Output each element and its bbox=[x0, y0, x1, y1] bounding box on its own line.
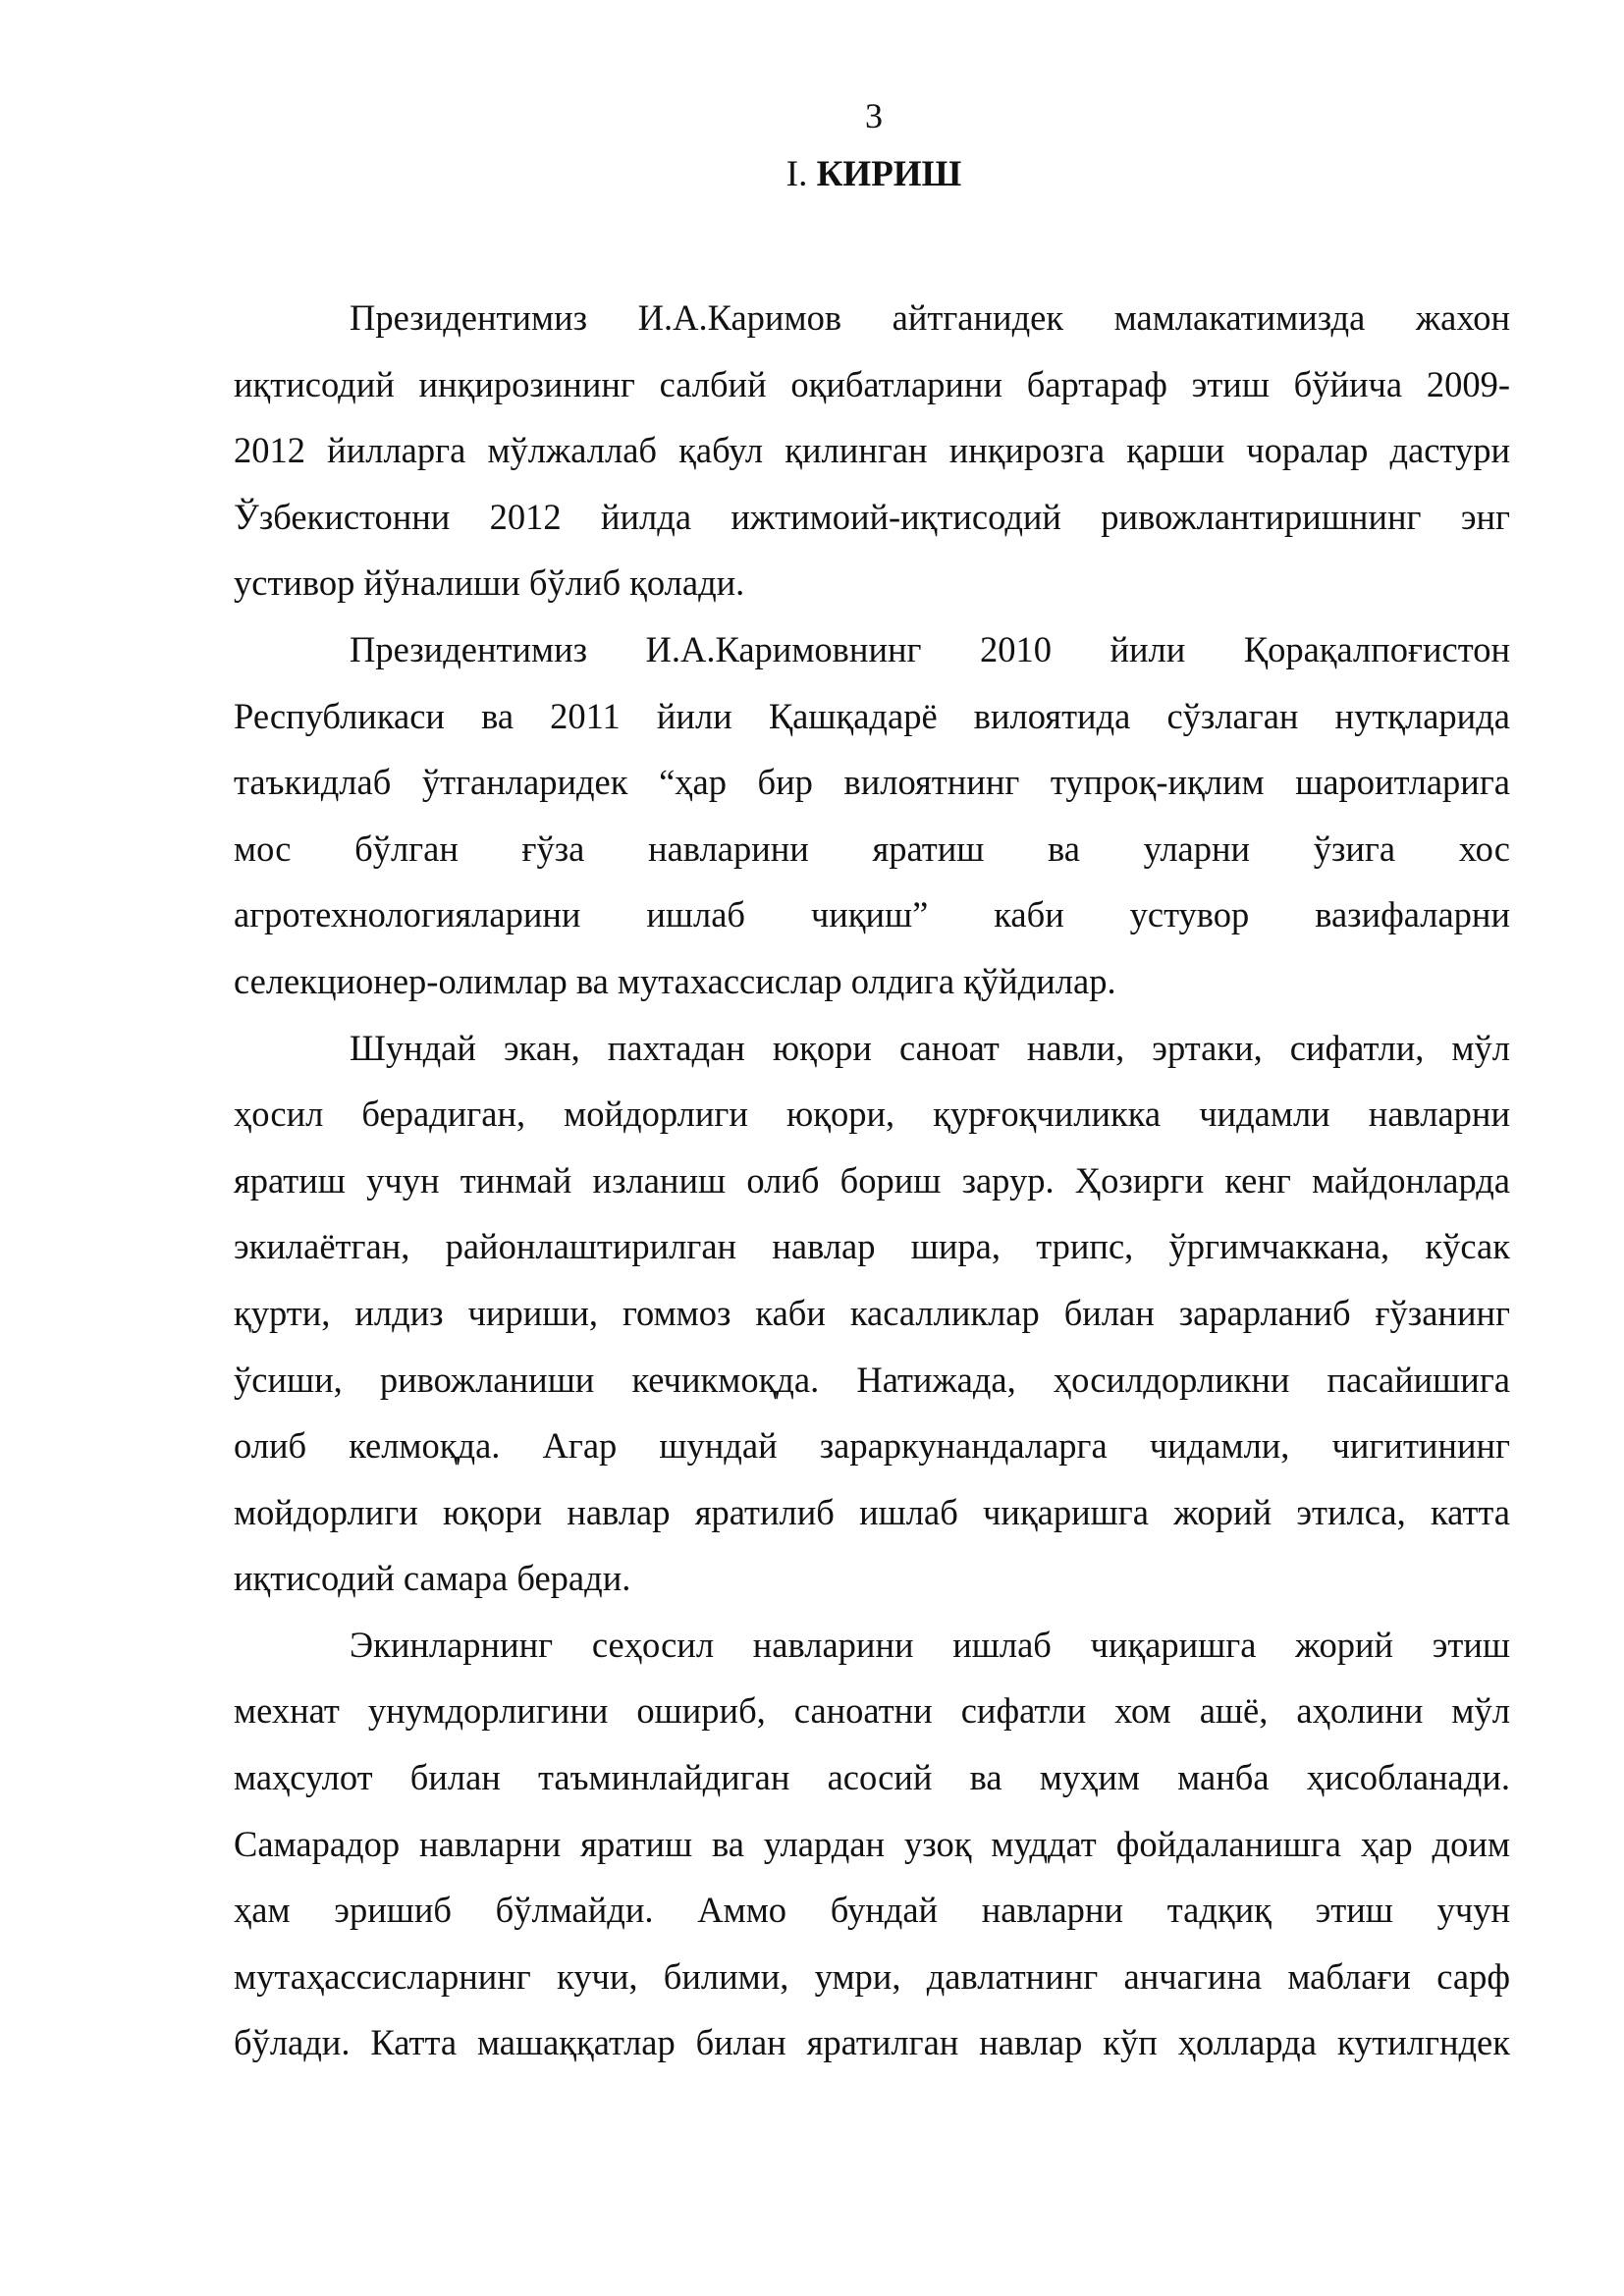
page-number: 3 bbox=[865, 96, 883, 135]
paragraph-3-line-4: экилаётган, районлаштирилган навлар шира, трипс, ўргимчаккана, кўсак bbox=[234, 1226, 1510, 1267]
paragraph-4-line-6: мутаҳассисларнинг кучи, билими, умри, давлатнинг анчагина маблағи сарф bbox=[234, 1955, 1510, 1997]
paragraph-3-line-9: иқтисодий самара беради. bbox=[234, 1558, 631, 1599]
section-title: КИРИШ bbox=[816, 154, 962, 194]
document-body bbox=[234, 285, 1510, 2076]
paragraph-2-line-3: таъкидлаб ўтганларидек “ҳар бир вилоятнинг тупроқ-иқлим шароитларига bbox=[234, 762, 1510, 803]
paragraph-4-line-3: маҳсулот билан таъминлайдиган асосий ва муҳим манба ҳисобланади. bbox=[234, 1757, 1510, 1798]
paragraph-4-line-7: бўлади. Катта машаққатлар билан яратилган навлар кўп ҳолларда кутилгндек bbox=[234, 2022, 1510, 2063]
paragraph-1-line-3: 2012 йилларга мўлжаллаб қабул қилинган инқирозга қарши чоралар дастури bbox=[234, 430, 1510, 471]
paragraph-1-line-2: иқтисодий инқирозининг салбий оқибатларини бартараф этиш бўйича 2009- bbox=[234, 363, 1510, 404]
paragraph-4-line-4: Самарадор навларни яратиш ва улардан узоқ муддат фойдаланишга ҳар доим bbox=[234, 1823, 1510, 1864]
paragraph-2-line-6: селекционер-олимлар ва мутахассислар олдига қўйдилар. bbox=[234, 960, 1116, 1001]
paragraph-1-line-4: Ўзбекистонни 2012 йилда ижтимоий-иқтисодий ривожлантиришнинг энг bbox=[234, 496, 1510, 537]
paragraph-4-line-5: ҳам эришиб бўлмайди. Аммо бундай навларни тадқиқ этиш учун bbox=[234, 1890, 1510, 1931]
paragraph-4-line-2: мехнат унумдорлигини ошириб, саноатни сифатли хом ашё, аҳолини мўл bbox=[234, 1690, 1510, 1732]
paragraph-3-line-7: олиб келмоқда. Агар шундай зараркунандаларга чидамли, чигитининг bbox=[234, 1425, 1510, 1467]
paragraph-3-line-1: Шундай экан, пахтадан юқори саноат навли, эртаки, сифатли, мўл bbox=[350, 1027, 1510, 1068]
paragraph-3-line-2: ҳосил берадиган, мойдорлиги юқори, қурғоқчиликка чидамли навларни bbox=[234, 1094, 1510, 1135]
paragraph-2-line-4: мос бўлган ғўза навларини яратиш ва уларни ўзига хос bbox=[234, 828, 1510, 869]
section-number: I. bbox=[785, 154, 808, 194]
paragraph-2-line-5: агротехнологияларини ишлаб чиқиш” каби устувор вазифаларни bbox=[234, 894, 1510, 935]
paragraph-3-line-6: ўсиши, ривожланиши кечикмоқда. Натижада, ҳосилдорликни пасайишига bbox=[234, 1359, 1510, 1400]
section-heading bbox=[0, 151, 1624, 198]
paragraph-3-line-3: яратиш учун тинмай изланиш олиб бориш зарур. Ҳозирги кенг майдонларда bbox=[234, 1159, 1510, 1201]
paragraph-1-line-5: устивор йўналиши бўлиб қолади. bbox=[234, 562, 745, 604]
paragraph-3-line-8: мойдорлиги юқори навлар яратилиб ишлаб чиқаришга жорий этилса, катта bbox=[234, 1491, 1510, 1532]
paragraph-1-line-1: Президентимиз И.А.Каримов айтганидек мамлакатимизда жахон bbox=[350, 297, 1510, 338]
paragraph-4-line-1: Экинларнинг сеҳосил навларини ишлаб чиқаришга жорий этиш bbox=[350, 1624, 1510, 1665]
paragraph-2-line-2: Республикаси ва 2011 йили Қашқадарё вилоятида сўзлаган нутқларида bbox=[234, 695, 1510, 736]
paragraph-2-line-1: Президентимиз И.А.Каримовнинг 2010 йили Қорақалпоғистон bbox=[350, 628, 1510, 669]
paragraph-3-line-5: қурти, илдиз чириши, гоммоз каби касалликлар билан зарарланиб ғўзанинг bbox=[234, 1292, 1510, 1333]
